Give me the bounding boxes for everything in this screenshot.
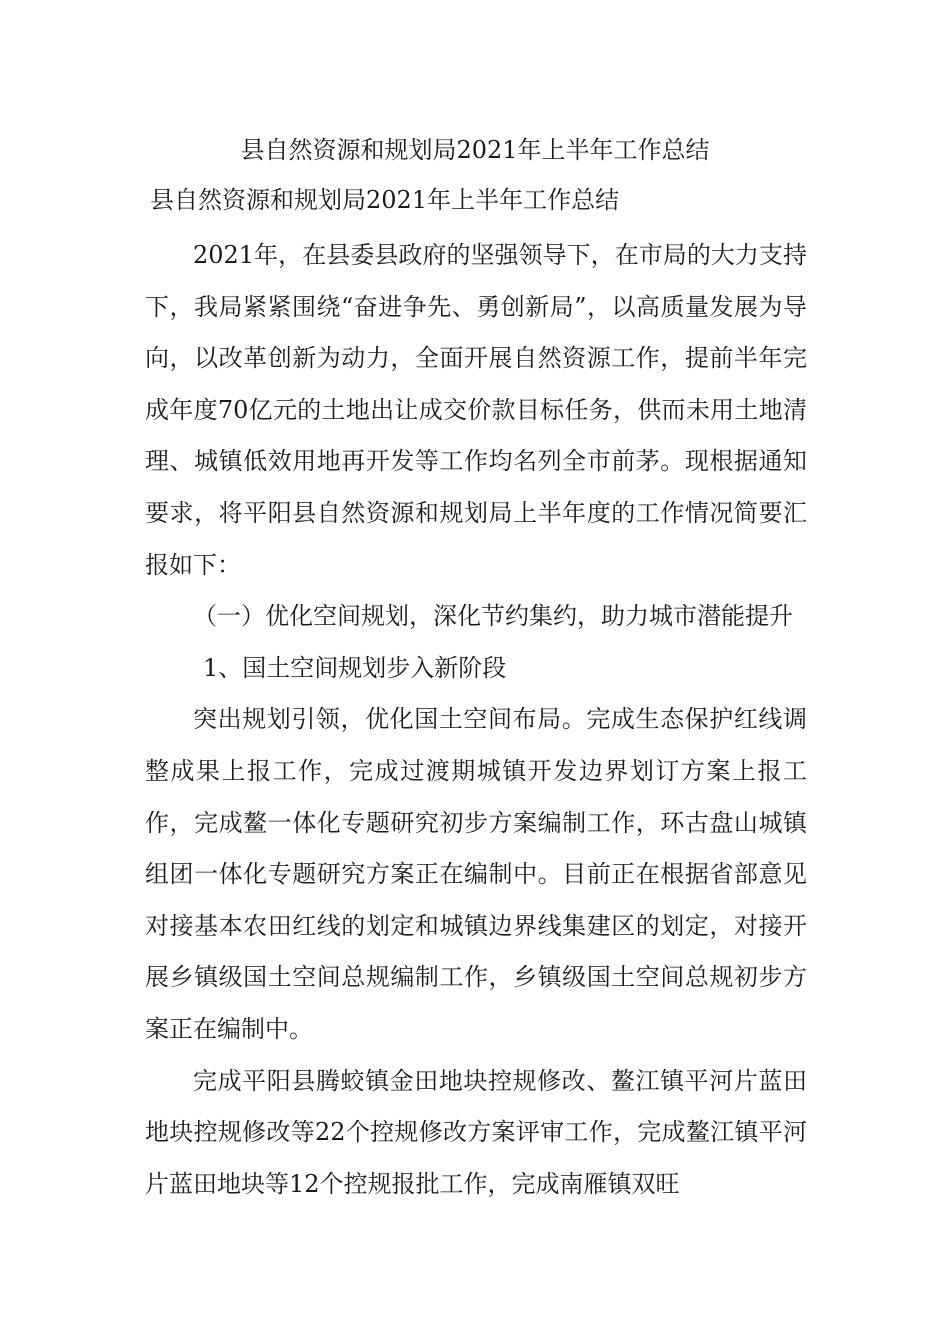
document-subtitle: 县自然资源和规划局2021年上半年工作总结 bbox=[150, 186, 620, 214]
paragraph-planning: 突出规划引领，优化国土空间布局。完成生态保护红线调整成果上报工作，完成过渡期城镇开发边界划订方案上报工作，完成鳌一体化专题研究初步方案编制工作，环古盘山城镇组团一体化专题研究方案正在编制中。目前正在根据省部意见对接基本农田红线的划定和城镇边界线集建区的划定，对接开展乡镇级国土空间总规编制工作，乡镇级国土空间总规初步方案正在编制中。 bbox=[145, 705, 807, 1043]
paragraph-intro: 2021年，在县委县政府的坚强领导下，在市局的大力支持下，我局紧紧围绕“奋进争先、勇创新局”，以高质量发展为导向，以改革创新为动力，全面开展自然资源工作，提前半年完成年度70亿元的土地出让成交价款目标任务，供而未用土地清理、城镇低效用地再开发等工作均名列全市前茅。现根据通知要求，将平阳县自然资源和规划局上半年度的工作情况简要汇报如下： bbox=[145, 241, 807, 579]
document-body bbox=[145, 230, 807, 1210]
paragraph-control-plans: 完成平阳县腾蛟镇金田地块控规修改、鳌江镇平河片蓝田地块控规修改等22个控规修改方案评审工作，完成鳌江镇平河片蓝田地块等12个控规报批工作，完成南雁镇双旺 bbox=[145, 1066, 807, 1198]
subsection-heading: 1、国土空间规划步入新阶段 bbox=[203, 653, 507, 682]
document-title: 县自然资源和规划局2021年上半年工作总结 bbox=[240, 136, 710, 164]
section-heading: （一）优化空间规划，深化节约集约，助力城市潜能提升 bbox=[193, 602, 793, 631]
